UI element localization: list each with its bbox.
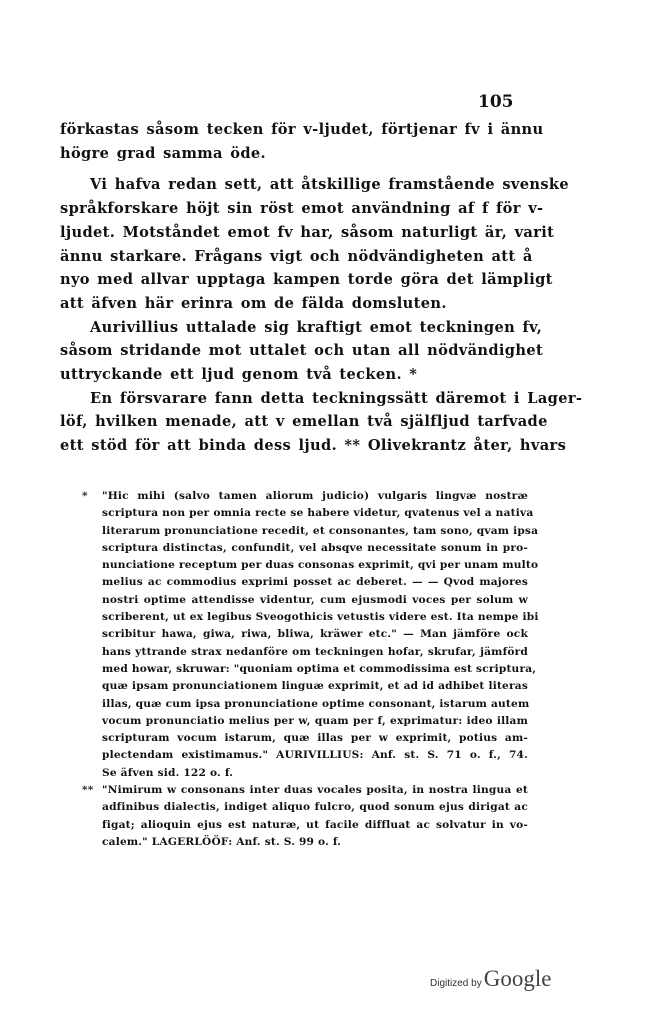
text-line: ett stöd för att binda dess ljud. ** Olivekrantz åter, hvars bbox=[60, 437, 567, 455]
text-line: förkastas såsom tecken för v-ljudet, förtjenar fv i ännu bbox=[60, 121, 544, 138]
footnote-line: literarum pronunciatione recedit, et consonantes, tam sono, qvam ipsa bbox=[102, 524, 539, 537]
footnote-line: nostri optime attendisse videntur, cum ejusmodi voces per solum w bbox=[102, 593, 528, 606]
text-line: ännu starkare. Frågans vigt och nödvändigheten att å bbox=[60, 247, 533, 265]
text-line: ljudet. Motståndet emot fv har, såsom naturligt är, varit bbox=[60, 223, 555, 241]
digitized-by-watermark bbox=[430, 966, 551, 992]
footnote-line: melius ac commodius exprimi posset ac deberet. — — Qvod majores bbox=[102, 576, 528, 589]
footnote-line: scriptura non per omnia recte se habere videtur, qvatenus vel a nativa bbox=[102, 507, 534, 520]
footnote-2 bbox=[82, 782, 528, 851]
footnote-line: hans yttrande strax nedanföre om teckningen hofar, skrufar, jämförd bbox=[102, 645, 528, 658]
footnote-line: calem." LAGERLÖÖF: Anf. st. S. 99 o. f. bbox=[102, 835, 342, 848]
page-number: 105 bbox=[478, 92, 514, 112]
text-line: högre grad samma öde. bbox=[60, 144, 266, 162]
footnote-line: scripturam vocum istarum, quæ illas per w exprimit, potius am- bbox=[102, 732, 528, 745]
paragraph-2 bbox=[60, 173, 570, 315]
footnote-line: Se äfven sid. 122 o. f. bbox=[102, 766, 234, 779]
footnote-mark: ** bbox=[82, 784, 94, 797]
footnote-line: illas, quæ cum ipsa pronunciatione optime consonant, istarum autem bbox=[102, 697, 530, 710]
text-line: Vi hafva redan sett, att åtskillige framstående svenske bbox=[90, 176, 570, 194]
footnote-mark: * bbox=[82, 490, 88, 502]
text-line: uttryckande ett ljud genom två tecken. * bbox=[60, 366, 418, 384]
footnote-line: figat; alioquin ejus est naturæ, ut facile diffluat ac solvatur in vo- bbox=[102, 818, 528, 831]
google-logo: Google bbox=[483, 966, 552, 991]
text-line: Aurivillius uttalade sig kraftigt emot teckningen fv, bbox=[90, 318, 543, 336]
footnote-line: med howar, skruwar: "quoniam optima et commodissima est scriptura, bbox=[102, 662, 537, 675]
paragraph-1 bbox=[60, 118, 544, 165]
footnote-line: nunciatione receptum per duas consonas exprimit, qvi per unam multo bbox=[102, 559, 539, 572]
footnote-line: scribitur hawa, giwa, riwa, bliwa, kräwer etc." — Man jämföre ock bbox=[102, 628, 528, 641]
footnote-line: "Nimirum w consonans inter duas vocales posita, in nostra lingua et bbox=[102, 784, 528, 797]
footnote-line: scriberent, ut ex legibus Sveogothicis vetustis videre est. Ita nempe ibi bbox=[102, 611, 539, 624]
text-line: nyo med allvar upptaga kampen torde göra det lämpligt bbox=[60, 271, 553, 289]
footnote-1 bbox=[82, 488, 539, 782]
footnote-line: scriptura distinctas, confundit, vel absqve necessitate sonum in pro- bbox=[102, 541, 528, 554]
body-text bbox=[60, 118, 583, 458]
text-line: språkforskare höjt sin röst emot användning af f för v- bbox=[60, 200, 544, 218]
paragraph-4 bbox=[60, 387, 583, 458]
footnote-line: vocum pronunciatio melius per w, quam per f, exprimatur: ideo illam bbox=[102, 714, 528, 727]
footnote-line: adfinibus dialectis, indiget aliquo fulcro, quod sonum ejus dirigat ac bbox=[102, 801, 528, 814]
text-line: En försvarare fann detta teckningssätt däremot i Lager- bbox=[90, 389, 583, 407]
footnote-line: "Hic mihi (salvo tamen aliorum judicio) vulgaris lingvæ nostræ bbox=[102, 490, 528, 502]
footnote-line: quæ ipsam pronunciationem linguæ exprimit, et ad id adhibet literas bbox=[102, 680, 528, 693]
text-line: löf, hvilken menade, att v emellan två själfljud tarfvade bbox=[60, 413, 548, 431]
watermark-label: Digitized by bbox=[430, 978, 482, 989]
footnotes bbox=[82, 488, 539, 851]
text-line: att äfven här erinra om de fälda domsluten. bbox=[60, 294, 447, 312]
paragraph-3 bbox=[60, 316, 544, 387]
footnote-line: plectendam existimamus." AURIVILLIUS: Anf. st. S. 71 o. f., 74. bbox=[102, 749, 528, 762]
text-line: såsom stridande mot uttalet och utan all nödvändighet bbox=[60, 342, 544, 360]
